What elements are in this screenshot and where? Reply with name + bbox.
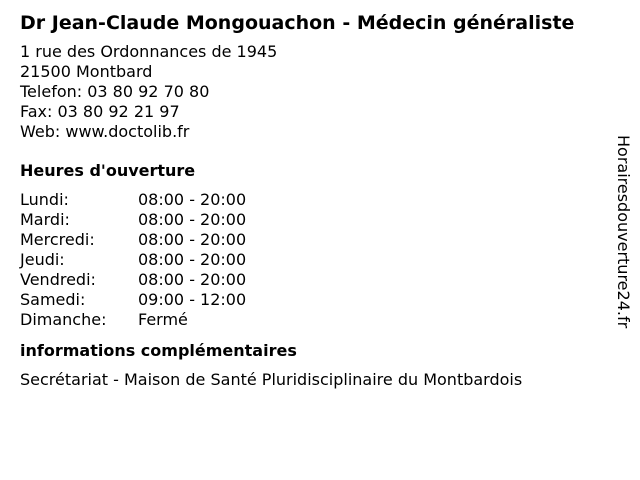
day-label: Jeudi:	[20, 250, 65, 269]
day-label: Samedi:	[20, 290, 86, 309]
day-label: Lundi:	[20, 190, 69, 209]
address-block	[20, 42, 600, 142]
page-title: Dr Jean-Claude Mongouachon - Médecin généraliste	[20, 12, 575, 34]
hours-row-friday	[20, 270, 246, 290]
site-watermark: Horairesdouverture24.fr	[614, 135, 633, 329]
day-label: Mercredi:	[20, 230, 95, 249]
opening-hours-heading: Heures d'ouverture	[20, 161, 196, 180]
hours-row-sunday	[20, 310, 246, 330]
address-street: 1 rue des Ordonnances de 1945	[20, 42, 278, 61]
opening-hours-table	[20, 190, 246, 330]
additional-info-text: Secrétariat - Maison de Santé Pluridisciplinaire du Montbardois	[20, 370, 523, 389]
website: Web: www.doctolib.fr	[20, 122, 190, 141]
day-hours: 08:00 - 20:00	[138, 250, 247, 269]
phone-number: Telefon: 03 80 92 70 80	[20, 82, 210, 101]
day-hours: 08:00 - 20:00	[138, 190, 247, 209]
address-city: 21500 Montbard	[20, 62, 153, 81]
day-hours: 09:00 - 12:00	[138, 290, 247, 309]
hours-row-monday	[20, 190, 246, 210]
day-hours: 08:00 - 20:00	[138, 270, 247, 289]
hours-row-tuesday	[20, 210, 246, 230]
day-label: Mardi:	[20, 210, 70, 229]
additional-info-heading: informations complémentaires	[20, 341, 297, 360]
day-hours: 08:00 - 20:00	[138, 210, 247, 229]
hours-row-saturday	[20, 290, 246, 310]
day-label: Vendredi:	[20, 270, 96, 289]
fax-number: Fax: 03 80 92 21 97	[20, 102, 180, 121]
business-card	[20, 10, 600, 390]
day-label: Dimanche:	[20, 310, 107, 329]
day-hours: 08:00 - 20:00	[138, 230, 247, 249]
day-hours: Fermé	[138, 310, 188, 329]
hours-row-thursday	[20, 250, 246, 270]
hours-row-wednesday	[20, 230, 246, 250]
